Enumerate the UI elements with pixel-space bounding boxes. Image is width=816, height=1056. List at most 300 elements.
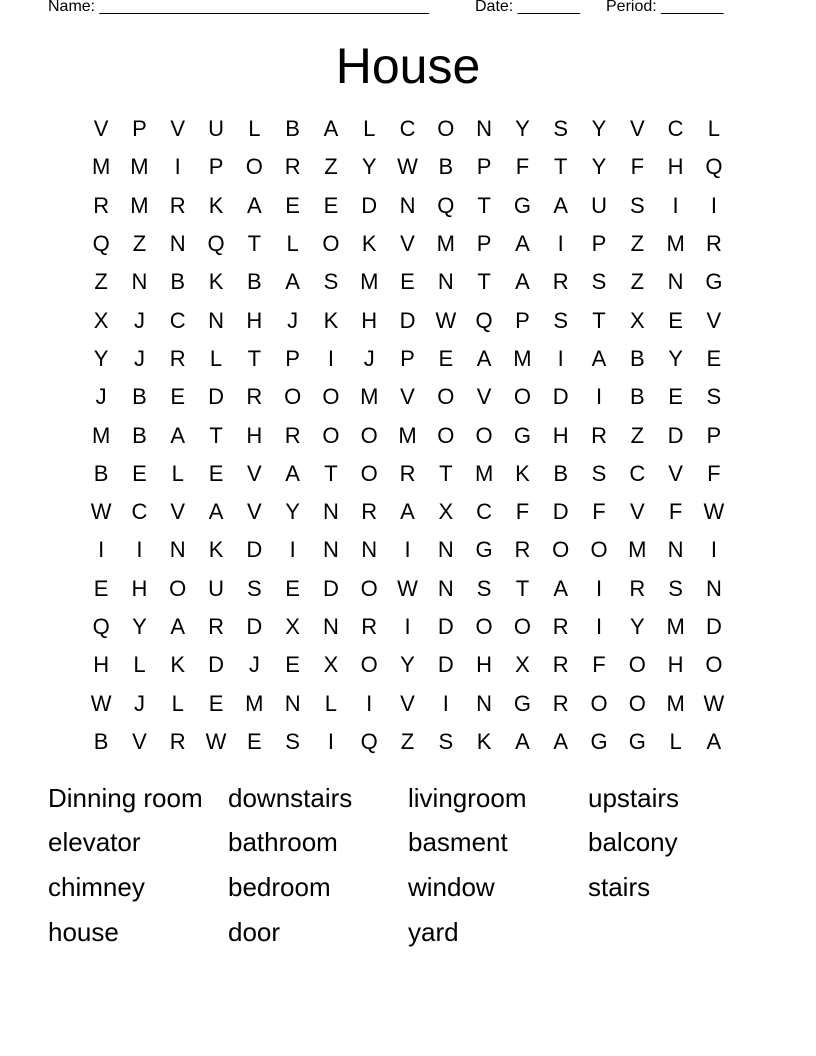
grid-letter: U <box>591 192 607 218</box>
grid-letter: D <box>246 537 263 563</box>
grid-letter: F <box>668 499 683 525</box>
grid-letter: I <box>98 537 105 563</box>
grid-letter: S <box>553 116 569 142</box>
grid-letter: Z <box>132 231 147 257</box>
grid-letter: P <box>285 345 300 371</box>
grid-letter: O <box>245 154 263 180</box>
grid-letter: Y <box>591 116 607 142</box>
grid-letter: C <box>629 460 646 486</box>
grid-letter: Y <box>400 652 415 678</box>
grid-letter: A <box>285 269 300 295</box>
grid-letter: A <box>285 460 300 486</box>
grid-letter: E <box>246 728 262 754</box>
word-bank-item: house <box>48 916 119 947</box>
word-bank-item: livingroom <box>408 782 527 813</box>
grid-letter: B <box>170 269 186 295</box>
grid-letter: O <box>475 422 493 448</box>
grid-letter: V <box>170 116 186 142</box>
grid-letter: H <box>93 652 110 678</box>
grid-letter: I <box>557 345 564 371</box>
grid-letter: I <box>710 537 717 563</box>
name-field-label: Name: _____________________________________ <box>48 0 429 15</box>
grid-letter: S <box>591 460 607 486</box>
grid-letter: H <box>476 652 493 678</box>
grid-letter: R <box>93 192 110 218</box>
grid-letter: O <box>475 614 493 639</box>
grid-letter: I <box>404 614 411 639</box>
grid-letter: A <box>170 422 186 448</box>
grid-letter: Q <box>437 192 455 218</box>
grid-letter: O <box>437 384 455 410</box>
grid-letter: Z <box>324 154 338 180</box>
grid-letter: Y <box>361 154 377 180</box>
grid-letter: R <box>169 728 186 754</box>
grid-letter: B <box>132 384 147 410</box>
grid-letter: N <box>476 116 493 142</box>
grid-letter: V <box>132 728 147 754</box>
grid-letter: R <box>284 154 301 180</box>
grid-letter: A <box>553 575 569 601</box>
grid-letter: F <box>515 154 530 180</box>
grid-letter: J <box>363 345 375 371</box>
grid-letter: R <box>246 384 263 410</box>
grid-letter: S <box>668 575 683 601</box>
grid-letter: T <box>247 345 262 371</box>
grid-letter: R <box>169 192 186 218</box>
grid-letter: I <box>404 537 411 563</box>
grid-letter: R <box>629 575 646 601</box>
grid-letter: R <box>591 422 607 448</box>
grid-letter: Z <box>630 269 645 295</box>
word-bank <box>48 776 768 954</box>
grid-letter: O <box>322 231 340 257</box>
grid-letter: P <box>515 307 530 333</box>
word-bank-item: elevator <box>48 827 141 858</box>
grid-letter: W <box>435 307 457 333</box>
grid-letter: O <box>360 460 378 486</box>
grid-letter: O <box>513 384 531 410</box>
grid-letter: A <box>400 499 415 525</box>
grid-letter: R <box>208 614 224 639</box>
grid-letter: R <box>169 345 186 371</box>
grid-letter: N <box>322 537 339 563</box>
grid-letter: V <box>170 499 186 525</box>
grid-letter: R <box>361 499 378 525</box>
grid-letter: H <box>667 652 684 678</box>
grid-letter: L <box>248 116 261 142</box>
grid-letter: I <box>672 192 679 218</box>
grid-letter: X <box>323 652 339 678</box>
grid-letter: Z <box>94 269 108 295</box>
grid-letter: A <box>246 192 262 218</box>
grid-letter: I <box>327 345 334 371</box>
grid-letter: D <box>437 652 454 678</box>
grid-letter: G <box>628 728 646 754</box>
grid-letter: R <box>552 652 569 678</box>
grid-letter: B <box>629 345 645 371</box>
grid-letter: W <box>703 690 725 716</box>
grid-letter: C <box>169 307 186 333</box>
grid-letter: B <box>132 422 147 448</box>
grid-letter: B <box>629 384 645 410</box>
grid-letter: N <box>437 575 454 601</box>
grid-letter: A <box>591 345 607 371</box>
grid-letter: M <box>245 690 264 716</box>
grid-letter: H <box>131 575 148 601</box>
date-field-label: Date: _______ <box>475 0 580 15</box>
word-bank-item: upstairs <box>588 782 680 813</box>
grid-letter: I <box>710 192 717 218</box>
grid-letter: Y <box>668 345 683 371</box>
grid-letter: B <box>93 728 109 754</box>
grid-letter: T <box>592 307 606 333</box>
grid-letter: D <box>208 384 224 410</box>
grid-letter: K <box>361 231 377 257</box>
grid-letter: C <box>476 499 493 525</box>
grid-letter: M <box>436 231 455 257</box>
grid-letter: E <box>706 345 722 371</box>
grid-letter: L <box>171 460 184 486</box>
grid-letter: E <box>285 652 300 678</box>
grid-letter: G <box>475 537 493 563</box>
period-field-label: Period: _______ <box>606 0 724 15</box>
grid-letter: J <box>287 307 299 333</box>
grid-letter: F <box>592 499 606 525</box>
grid-letter: V <box>400 231 415 257</box>
grid-letter: X <box>93 307 109 333</box>
grid-letter: J <box>95 384 107 410</box>
grid-letter: D <box>208 652 224 678</box>
grid-letter: M <box>398 422 417 448</box>
grid-letter: T <box>477 269 491 295</box>
grid-letter: M <box>666 690 685 716</box>
grid-letter: R <box>284 422 301 448</box>
grid-letter: M <box>628 537 647 563</box>
grid-letter: I <box>595 614 603 639</box>
grid-letter: Q <box>475 307 493 333</box>
grid-letter: O <box>552 537 570 563</box>
grid-letter: P <box>208 154 224 180</box>
letter-grid <box>82 110 734 761</box>
grid-letter: H <box>246 422 263 448</box>
grid-letter: O <box>322 384 340 410</box>
grid-letter: V <box>706 307 722 333</box>
grid-letter: O <box>628 690 646 716</box>
grid-letter: Q <box>705 154 723 180</box>
grid-letter: E <box>438 345 454 371</box>
grid-letter: K <box>208 192 224 218</box>
grid-letter: W <box>703 499 725 525</box>
grid-letter: N <box>476 690 493 716</box>
grid-letter: L <box>286 231 299 257</box>
grid-letter: X <box>629 307 645 333</box>
grid-letter: A <box>515 231 530 257</box>
grid-letter: P <box>591 231 607 257</box>
grid-letter: W <box>90 499 112 525</box>
grid-letter: H <box>246 307 263 333</box>
grid-letter: Q <box>207 231 225 257</box>
grid-letter: A <box>170 614 186 639</box>
grid-letter: Y <box>285 499 300 525</box>
grid-letter: T <box>477 192 491 218</box>
grid-letter: N <box>705 575 722 601</box>
grid-letter: M <box>91 154 111 180</box>
grid-letter: R <box>514 537 531 563</box>
grid-letter: S <box>476 575 492 601</box>
grid-letter: A <box>515 728 530 754</box>
grid-letter: U <box>208 575 224 601</box>
grid-letter: M <box>360 269 379 295</box>
grid-letter: X <box>515 652 530 678</box>
grid-letter: I <box>557 231 564 257</box>
grid-letter: R <box>361 614 378 639</box>
grid-letter: O <box>284 384 302 410</box>
grid-letter: C <box>131 499 148 525</box>
grid-letter: A <box>553 728 569 754</box>
grid-letter: T <box>209 422 223 448</box>
grid-letter: L <box>324 690 338 716</box>
grid-letter: N <box>169 537 186 563</box>
grid-letter: D <box>667 422 684 448</box>
grid-letter: V <box>246 460 262 486</box>
word-bank-item: window <box>408 871 495 902</box>
grid-letter: W <box>90 690 112 716</box>
grid-letter: D <box>552 499 569 525</box>
grid-letter: V <box>629 499 645 525</box>
grid-letter: O <box>590 690 608 716</box>
grid-letter: F <box>592 652 606 678</box>
grid-letter: F <box>630 154 645 180</box>
grid-letter: E <box>285 575 300 601</box>
grid-letter: B <box>285 116 300 142</box>
grid-letter: I <box>595 575 603 601</box>
grid-letter: L <box>171 690 184 716</box>
grid-letter: N <box>667 537 684 563</box>
grid-letter: M <box>666 231 685 257</box>
grid-letter: N <box>437 537 454 563</box>
grid-letter: T <box>439 460 453 486</box>
grid-letter: J <box>133 345 145 371</box>
grid-letter: Q <box>92 614 110 639</box>
grid-letter: B <box>93 460 109 486</box>
grid-letter: A <box>515 269 530 295</box>
word-bank-item: downstairs <box>228 782 353 813</box>
grid-letter: M <box>130 192 149 218</box>
grid-letter: T <box>515 575 530 601</box>
grid-letter: J <box>133 307 145 333</box>
grid-letter: L <box>707 116 721 142</box>
grid-letter: P <box>476 231 492 257</box>
grid-letter: O <box>437 422 455 448</box>
grid-letter: M <box>474 460 494 486</box>
grid-letter: E <box>285 192 300 218</box>
grid-letter: D <box>552 384 569 410</box>
grid-letter: V <box>246 499 262 525</box>
grid-letter: O <box>437 116 455 142</box>
word-bank-item: balcony <box>588 827 678 858</box>
grid-letter: D <box>705 614 722 639</box>
grid-letter: B <box>438 154 454 180</box>
grid-letter: N <box>399 192 416 218</box>
grid-letter: O <box>169 575 187 601</box>
grid-letter: A <box>323 116 339 142</box>
grid-letter: A <box>208 499 224 525</box>
grid-letter: K <box>208 269 224 295</box>
grid-letter: M <box>91 422 111 448</box>
grid-letter: S <box>285 728 300 754</box>
grid-letter: K <box>323 307 339 333</box>
grid-letter: I <box>136 537 143 563</box>
grid-letter: K <box>208 537 224 563</box>
grid-letter: L <box>669 728 682 754</box>
grid-letter: Z <box>400 728 415 754</box>
grid-letter: S <box>438 728 454 754</box>
grid-letter: B <box>246 269 262 295</box>
grid-letter: V <box>668 460 683 486</box>
grid-letter: E <box>132 460 147 486</box>
word-bank-item: stairs <box>588 871 651 902</box>
grid-letter: O <box>513 614 531 639</box>
grid-letter: N <box>667 269 684 295</box>
grid-letter: V <box>400 690 415 716</box>
grid-letter: M <box>130 154 149 180</box>
grid-letter: D <box>399 307 416 333</box>
grid-letter: Q <box>92 231 110 257</box>
grid-letter: R <box>552 690 569 716</box>
grid-letter: W <box>397 154 418 180</box>
grid-letter: S <box>553 307 569 333</box>
grid-letter: V <box>476 384 492 410</box>
grid-letter: O <box>360 575 378 601</box>
grid-letter: Y <box>591 154 607 180</box>
student-info-header <box>48 0 732 20</box>
grid-letter: Y <box>132 614 147 639</box>
grid-letter: D <box>246 614 263 639</box>
grid-letter: H <box>667 154 684 180</box>
grid-letter: I <box>442 690 449 716</box>
grid-letter: N <box>208 307 224 333</box>
grid-letter: O <box>360 422 378 448</box>
grid-letter: B <box>553 460 569 486</box>
grid-letter: R <box>552 614 569 639</box>
grid-letter: S <box>706 384 722 410</box>
grid-letter: I <box>289 537 296 563</box>
grid-letter: U <box>208 116 224 142</box>
grid-letter: O <box>322 422 340 448</box>
grid-letter: A <box>476 345 492 371</box>
word-bank-item: yard <box>408 916 459 947</box>
grid-letter: O <box>705 652 723 678</box>
grid-letter: P <box>400 345 415 371</box>
grid-letter: I <box>595 384 603 410</box>
grid-letter: I <box>366 690 373 716</box>
grid-letter: I <box>327 728 334 754</box>
word-bank-item: basment <box>408 827 508 858</box>
word-bank-item: bathroom <box>228 827 338 858</box>
grid-letter: D <box>437 614 454 639</box>
grid-letter: S <box>591 269 607 295</box>
page-title: House <box>335 38 481 94</box>
grid-letter: G <box>513 422 531 448</box>
grid-letter: T <box>324 460 338 486</box>
grid-letter: Z <box>630 422 645 448</box>
grid-letter: F <box>707 460 721 486</box>
grid-letter: O <box>590 537 608 563</box>
grid-letter: W <box>397 575 418 601</box>
word-bank-item: bedroom <box>228 871 331 902</box>
grid-letter: G <box>590 728 608 754</box>
grid-letter: P <box>706 422 722 448</box>
grid-letter: V <box>93 116 109 142</box>
grid-letter: E <box>400 269 415 295</box>
grid-letter: J <box>133 690 145 716</box>
grid-letter: O <box>360 652 378 678</box>
grid-letter: V <box>400 384 415 410</box>
grid-letter: M <box>666 614 685 639</box>
grid-letter: E <box>668 307 683 333</box>
grid-letter: K <box>476 728 492 754</box>
grid-letter: Q <box>360 728 378 754</box>
grid-letter: Y <box>93 345 109 371</box>
grid-letter: D <box>361 192 378 218</box>
grid-letter: K <box>170 652 186 678</box>
grid-letter: C <box>667 116 684 142</box>
grid-letter: J <box>248 652 260 678</box>
grid-letter: N <box>437 269 454 295</box>
grid-letter: K <box>515 460 530 486</box>
grid-letter: D <box>322 575 339 601</box>
grid-letter: W <box>205 728 227 754</box>
grid-letter: X <box>438 499 454 525</box>
grid-letter: T <box>553 154 568 180</box>
grid-letter: N <box>284 690 301 716</box>
grid-letter: L <box>133 652 146 678</box>
word-bank-item: door <box>228 916 281 947</box>
grid-letter: F <box>515 499 530 525</box>
grid-letter: N <box>169 231 186 257</box>
grid-letter: L <box>363 116 376 142</box>
grid-letter: N <box>361 537 378 563</box>
grid-letter: R <box>705 231 722 257</box>
grid-letter: S <box>246 575 262 601</box>
grid-letter: N <box>131 269 148 295</box>
grid-letter: P <box>476 154 492 180</box>
grid-letter: N <box>322 614 339 639</box>
word-bank-item: Dinning room <box>48 782 203 813</box>
grid-letter: N <box>322 499 339 525</box>
grid-letter: V <box>629 116 645 142</box>
grid-letter: G <box>513 192 531 218</box>
word-bank-item: chimney <box>48 871 145 902</box>
grid-letter: G <box>705 269 723 295</box>
grid-letter: P <box>132 116 147 142</box>
grid-letter: E <box>668 384 683 410</box>
grid-letter: H <box>361 307 378 333</box>
grid-letter: E <box>323 192 339 218</box>
grid-letter: M <box>513 345 532 371</box>
grid-letter: E <box>93 575 109 601</box>
grid-letter: S <box>323 269 339 295</box>
grid-letter: R <box>552 269 569 295</box>
grid-letter: I <box>174 154 181 180</box>
grid-letter: E <box>208 460 224 486</box>
grid-letter: R <box>399 460 416 486</box>
grid-letter: Y <box>629 614 645 639</box>
grid-letter: X <box>285 614 300 639</box>
grid-letter: T <box>247 231 262 257</box>
grid-letter: Y <box>515 116 530 142</box>
grid-letter: Z <box>630 231 645 257</box>
